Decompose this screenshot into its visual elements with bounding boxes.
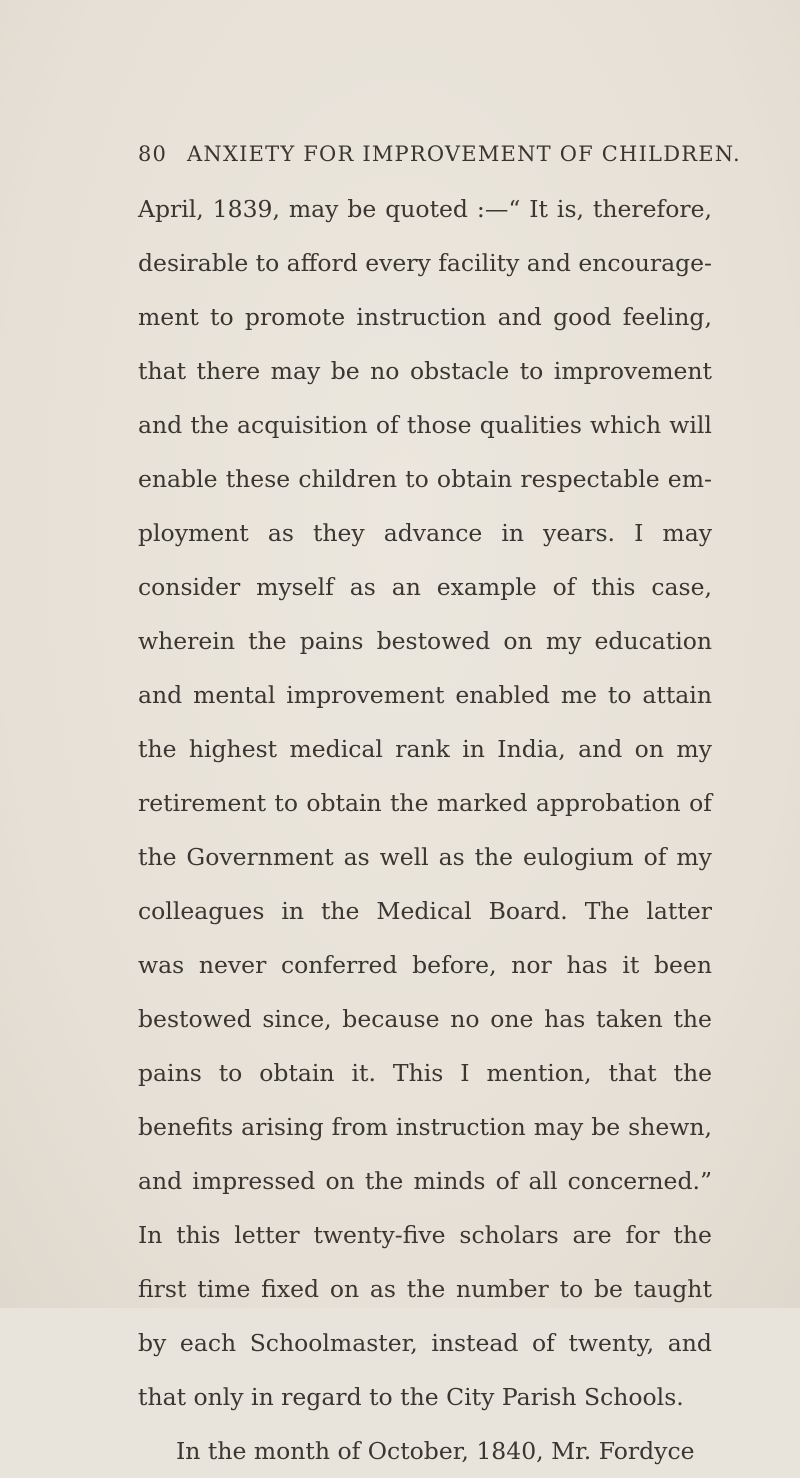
- text-line: and mental improvement enabled me to attain: [138, 681, 712, 709]
- text-line: benefits arising from instruction may be shewn,: [138, 1113, 712, 1141]
- text-line: first time fixed on as the number to be taught: [138, 1275, 712, 1303]
- text-line: In this letter twenty-five scholars are for the: [138, 1221, 712, 1249]
- body-text: [138, 182, 712, 1478]
- text-line: pains to obtain it. This I mention, that the: [138, 1059, 712, 1087]
- text-line: was never conferred before, nor has it been: [138, 951, 712, 979]
- running-head: [138, 142, 741, 166]
- text-line: wherein the pains bestowed on my education: [138, 627, 712, 655]
- text-line: enable these children to obtain respectable em-: [138, 465, 712, 493]
- text-line: desirable to afford every facility and encourage-: [138, 249, 712, 277]
- text-line: retirement to obtain the marked approbation of: [138, 789, 712, 817]
- text-line: colleagues in the Medical Board. The latter: [138, 897, 712, 925]
- chapter-title: ANXIETY FOR IMPROVEMENT OF CHILDREN.: [187, 142, 741, 166]
- text-line: ment to promote instruction and good feeling,: [138, 303, 712, 331]
- text-line: April, 1839, may be quoted :—“ It is, therefore,: [138, 195, 712, 223]
- text-line: by each Schoolmaster, instead of twenty, and: [138, 1329, 712, 1357]
- text-line: the highest medical rank in India, and on my: [138, 735, 712, 763]
- text-line: ployment as they advance in years. I may: [138, 519, 712, 547]
- text-line: the Government as well as the eulogium of my: [138, 843, 712, 871]
- text-line: and the acquisition of those qualities which will: [138, 411, 712, 439]
- text-line: consider myself as an example of this case,: [138, 573, 712, 601]
- page-number: 80: [138, 142, 168, 166]
- text-line: bestowed since, because no one has taken the: [138, 1005, 712, 1033]
- text-line: that only in regard to the City Parish Schools.: [138, 1383, 684, 1411]
- text-line: In the month of October, 1840, Mr. Fordyce: [176, 1437, 695, 1465]
- text-line: that there may be no obstacle to improvement: [138, 357, 712, 385]
- text-line: and impressed on the minds of all concerned.”: [138, 1167, 712, 1195]
